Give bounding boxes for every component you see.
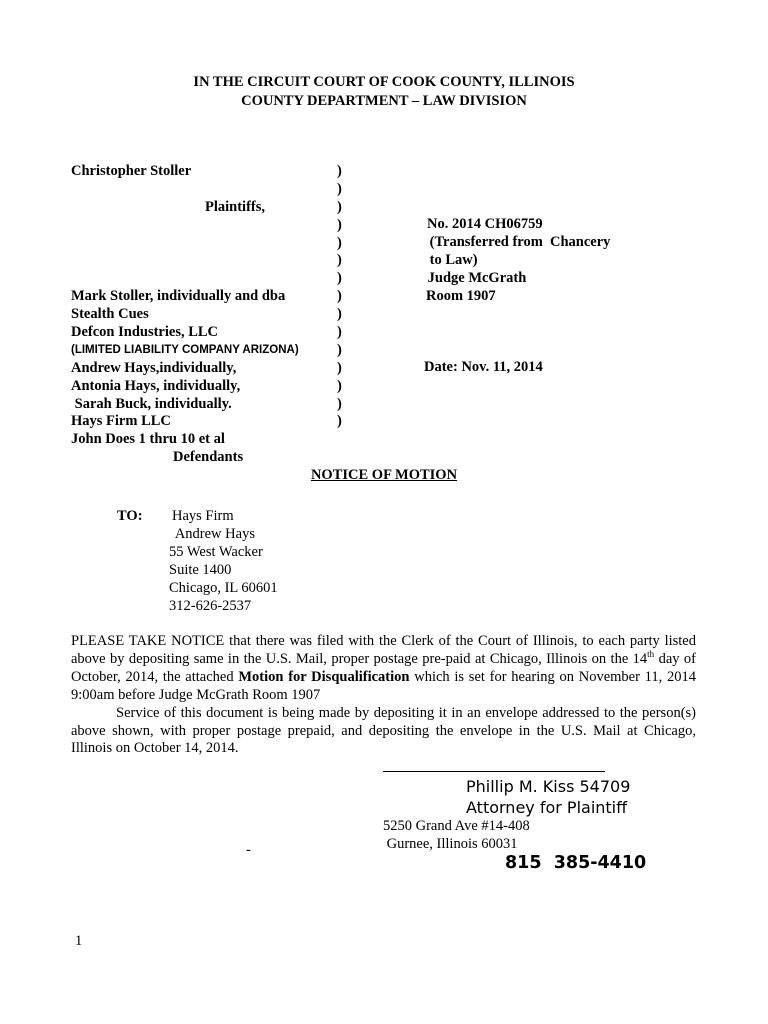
stray-dash: - bbox=[246, 842, 251, 858]
hearing-date: Date: Nov. 11, 2014 bbox=[424, 359, 543, 376]
caption-parentheses bbox=[337, 163, 342, 431]
page-number: 1 bbox=[75, 933, 83, 949]
attorney-name: Phillip M. Kiss 54709 bbox=[466, 777, 631, 796]
p1-text-3: which is set for hearing on November 11, 2014 9:00am before Judge McGrath Room 1907 bbox=[71, 668, 697, 703]
court-heading bbox=[0, 73, 768, 110]
recipient-line-2: Andrew Hays bbox=[172, 525, 255, 542]
signature-block bbox=[466, 776, 630, 818]
recipient-line-4: Suite 1400 bbox=[169, 561, 232, 578]
case-transfer-2: to Law) bbox=[426, 251, 478, 268]
recipient-address bbox=[169, 508, 278, 615]
paren: ) bbox=[337, 216, 342, 233]
to-label: TO: bbox=[117, 508, 143, 524]
plaintiffs-label: Plaintiffs, bbox=[205, 198, 266, 215]
paren: ) bbox=[337, 198, 342, 215]
paren: ) bbox=[337, 252, 342, 269]
defendants-label: Defendants bbox=[173, 449, 244, 466]
paren: ) bbox=[337, 359, 342, 376]
attorney-address-2: Gurnee, Illinois 60031 bbox=[383, 835, 518, 852]
paren: ) bbox=[337, 288, 342, 305]
paren: ) bbox=[337, 180, 342, 197]
defendant-9: John Does 1 thru 10 et al bbox=[71, 431, 225, 448]
recipient-line-3: 55 West Wacker bbox=[169, 543, 263, 560]
paren: ) bbox=[337, 413, 342, 430]
defendant-5: Andrew Hays,individually, bbox=[71, 359, 237, 376]
case-judge: Judge McGrath bbox=[424, 269, 527, 286]
case-transfer-1: (Transferred from Chancery bbox=[426, 233, 611, 250]
notice-paragraph-1 bbox=[71, 633, 696, 705]
paren: ) bbox=[337, 163, 342, 179]
case-info bbox=[424, 216, 610, 377]
defendant-1: Mark Stoller, individually and dba bbox=[71, 288, 286, 305]
recipient-line-6: 312-626-2537 bbox=[169, 597, 252, 614]
signature-line bbox=[383, 771, 605, 772]
paren: ) bbox=[337, 234, 342, 251]
court-heading-line2: COUNTY DEPARTMENT – LAW DIVISION bbox=[241, 92, 527, 109]
case-number: No. 2014 CH06759 bbox=[427, 216, 543, 232]
p1-text-1: PLEASE TAKE NOTICE that there was filed with the Clerk of the Court of Illinois, to each party listed above by depositing same in the U.S. Mail, proper postage pre-paid at Chicago, Illinois on the 14 bbox=[71, 633, 696, 667]
notice-paragraph-2: Service of this document is being made by depositing it in an envelope addressed to the person(s) above shown, with proper postage prepaid, and depositing the envelope in the U.S. Mail at Chicago, Illinois on October 14, 2014. bbox=[71, 704, 696, 757]
paren: ) bbox=[337, 306, 342, 323]
recipient-line-5: Chicago, IL 60601 bbox=[169, 579, 278, 596]
attorney-title: Attorney for Plaintiff bbox=[466, 798, 628, 817]
paren: ) bbox=[337, 324, 342, 341]
p1-text-2: day of October, 2014, the attached bbox=[71, 650, 697, 685]
case-room: Room 1907 bbox=[426, 287, 496, 304]
defendant-4: (LIMITED LIABILITY COMPANY ARIZONA) bbox=[71, 343, 299, 356]
paren: ) bbox=[337, 395, 342, 412]
notice-title: NOTICE OF MOTION bbox=[310, 467, 458, 483]
defendant-2: Stealth Cues bbox=[71, 306, 149, 323]
paren: ) bbox=[337, 341, 342, 358]
parties-block bbox=[71, 163, 299, 467]
paren: ) bbox=[337, 377, 342, 394]
defendant-3: Defcon Industries, LLC bbox=[71, 324, 219, 341]
defendant-7: Sarah Buck, individually. bbox=[71, 395, 232, 412]
recipient-line-1: Hays Firm bbox=[172, 508, 234, 524]
court-heading-line1: IN THE CIRCUIT COURT OF COOK COUNTY, ILLINOIS bbox=[193, 74, 575, 90]
plaintiff-name: Christopher Stoller bbox=[71, 163, 192, 179]
paren: ) bbox=[337, 270, 342, 287]
attorney-address-1: 5250 Grand Ave #14-408 bbox=[383, 818, 530, 834]
p1-superscript: th bbox=[647, 649, 655, 660]
motion-title: Motion for Disqualification bbox=[238, 668, 410, 685]
attorney-phone: 815 385-4410 bbox=[505, 853, 647, 873]
defendant-6: Antonia Hays, individually, bbox=[71, 377, 241, 394]
notice-body bbox=[71, 633, 696, 758]
attorney-address bbox=[383, 818, 530, 854]
defendant-8: Hays Firm LLC bbox=[71, 413, 171, 430]
